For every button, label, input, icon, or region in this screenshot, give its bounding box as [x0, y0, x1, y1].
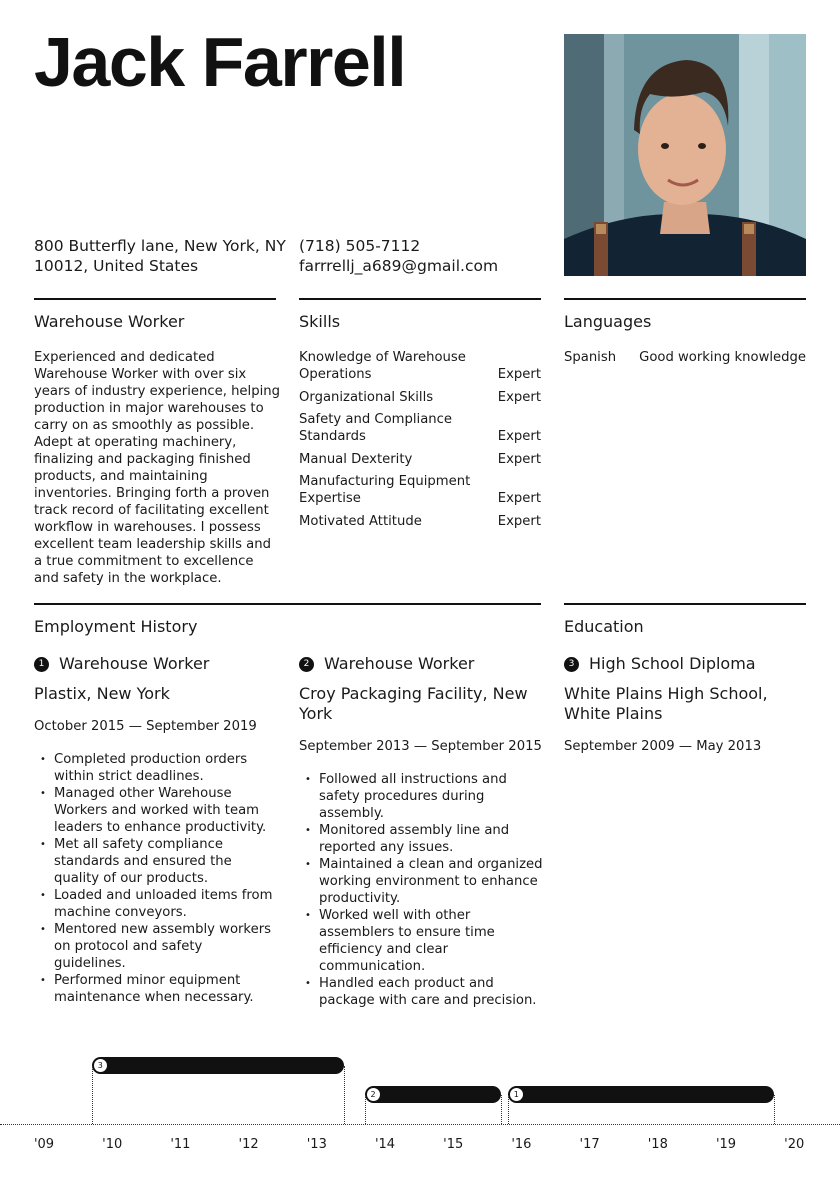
skill-item — [299, 473, 541, 507]
divider-employment — [34, 603, 541, 605]
job-header — [34, 654, 278, 674]
timeline-year-label: '11 — [170, 1137, 191, 1152]
timeline-connector — [365, 1095, 366, 1124]
contact-address — [34, 236, 286, 276]
job-bullet: • Loaded and unloaded items from machine conveyors. — [34, 887, 278, 921]
profile-summary: Experienced and dedicated Warehouse Worker with over six years of industry experience, helping production in major warehouses to carry on as smoothly as possible. Adept at operating machinery, finalizing and packaging finished products, and maintaining inventories. Bringing forth a proven track record of facilitating excellent workflow in warehouses. I possess excellent team leadership skills and a true commitment to excellence and safety in the workplace. — [34, 350, 280, 586]
job-dates: September 2013 — September 2015 — [299, 739, 542, 754]
skill-name: Safety and Compliance Standards — [299, 412, 453, 444]
education-number-badge: 3 — [564, 657, 579, 672]
education-entry-1 — [564, 654, 808, 755]
languages-title: Languages — [564, 312, 652, 331]
job-title: Warehouse Worker — [59, 654, 210, 673]
timeline-year-label: '13 — [306, 1137, 327, 1152]
job-company: Plastix, New York — [34, 684, 170, 703]
divider-languages — [564, 298, 806, 300]
divider-education — [564, 603, 806, 605]
timeline-connector — [344, 1066, 345, 1124]
job-bullet: • Managed other Warehouse Workers and worked with team leaders to enhance productivity. — [34, 785, 278, 836]
skill-name: Manual Dexterity — [299, 451, 413, 467]
job-bullet: • Mentored new assembly workers on protocol and safety guidelines. — [34, 921, 278, 972]
timeline-year-label: '14 — [374, 1137, 396, 1152]
profile-photo — [564, 34, 806, 276]
timeline-bar — [508, 1086, 774, 1103]
job-title: Warehouse Worker — [324, 654, 475, 673]
timeline-year-label: '12 — [238, 1137, 259, 1152]
phone-number[interactable]: (718) 505-7112 — [299, 237, 421, 255]
address-line-1: 800 Butterfly lane, New York, NY — [34, 237, 286, 255]
timeline-bar-number: 3 — [94, 1059, 107, 1072]
skills-title: Skills — [299, 312, 341, 331]
job-bullet: • Handled each product and package with care and precision. — [299, 975, 543, 1009]
address-line-2: 10012, United States — [34, 257, 199, 275]
email-address[interactable]: farrrellj_a689@gmail.com — [299, 257, 499, 275]
timeline-year-label: '16 — [511, 1137, 532, 1152]
job-dates: October 2015 — September 2019 — [34, 719, 257, 734]
job-bullet: • Followed all instructions and safety procedures during assembly. — [299, 771, 543, 822]
job-company: Croy Packaging Facility, New York — [299, 684, 528, 723]
skills-list — [299, 349, 541, 535]
profile-title: Warehouse Worker — [34, 312, 185, 331]
skill-level: Expert — [497, 451, 541, 467]
timeline-year-label: '18 — [647, 1137, 668, 1152]
skill-name: Motivated Attitude — [299, 513, 422, 529]
education-dates: September 2009 — May 2013 — [564, 739, 762, 754]
timeline-bar-number: 2 — [367, 1088, 380, 1101]
skill-item — [299, 513, 541, 530]
job-entry-1 — [34, 654, 278, 1006]
education-title: Education — [564, 617, 644, 636]
timeline-bar — [92, 1057, 344, 1074]
language-item — [564, 349, 806, 366]
timeline-connector — [774, 1095, 775, 1124]
skill-item — [299, 349, 541, 383]
education-header — [564, 654, 808, 674]
school-name: White Plains High School, White Plains — [564, 684, 768, 723]
divider-skills — [299, 298, 541, 300]
timeline-year-label: '19 — [715, 1137, 737, 1152]
skill-item — [299, 411, 541, 445]
job-bullet: • Met all safety compliance standards and ensured the quality of our products. — [34, 836, 278, 887]
timeline-year-label: '20 — [784, 1137, 805, 1152]
timeline-year-label: '09 — [33, 1137, 55, 1152]
job-bullet: • Maintained a clean and organized working environment to enhance productivity. — [299, 856, 543, 907]
degree-title: High School Diploma — [589, 654, 756, 673]
skill-name: Manufacturing Equipment Expertise — [299, 474, 471, 506]
language-level: Good working knowledge — [639, 350, 806, 365]
timeline-year-label: '17 — [579, 1137, 600, 1152]
job-header — [299, 654, 543, 674]
timeline-connector — [508, 1095, 509, 1124]
job-number-badge: 2 — [299, 657, 314, 672]
job-bullet: • Monitored assembly line and reported any issues. — [299, 822, 543, 856]
language-name: Spanish — [564, 350, 617, 365]
skill-level: Expert — [497, 367, 541, 382]
contact-phone-email — [299, 236, 498, 276]
divider-profile — [34, 298, 276, 300]
job-bullet: • Performed minor equipment maintenance when necessary. — [34, 972, 278, 1006]
timeline-connector — [92, 1066, 93, 1124]
skill-name: Knowledge of Warehouse Operations — [299, 350, 466, 382]
candidate-name: Jack Farrell — [34, 23, 406, 101]
job-number-badge: 1 — [34, 657, 49, 672]
skill-item — [299, 389, 541, 406]
timeline-connector — [501, 1095, 502, 1124]
job-bullets — [34, 751, 278, 1006]
timeline-bar-number: 1 — [510, 1088, 523, 1101]
skill-name: Organizational Skills — [299, 389, 434, 405]
career-timeline — [0, 1040, 840, 1187]
skill-level: Expert — [497, 513, 541, 529]
skill-level: Expert — [497, 429, 541, 444]
skill-item — [299, 451, 541, 468]
job-bullets — [299, 771, 543, 1009]
skill-level: Expert — [497, 389, 541, 405]
timeline-bar — [365, 1086, 501, 1103]
job-entry-2 — [299, 654, 543, 1009]
timeline-year-label: '10 — [102, 1137, 123, 1152]
employment-title: Employment History — [34, 617, 198, 636]
timeline-axis — [0, 1124, 840, 1125]
skill-level: Expert — [497, 491, 541, 506]
job-bullet: • Completed production orders within strict deadlines. — [34, 751, 278, 785]
timeline-year-label: '15 — [443, 1137, 464, 1152]
job-bullet: • Worked well with other assemblers to ensure time efficiency and clear communication. — [299, 907, 543, 975]
